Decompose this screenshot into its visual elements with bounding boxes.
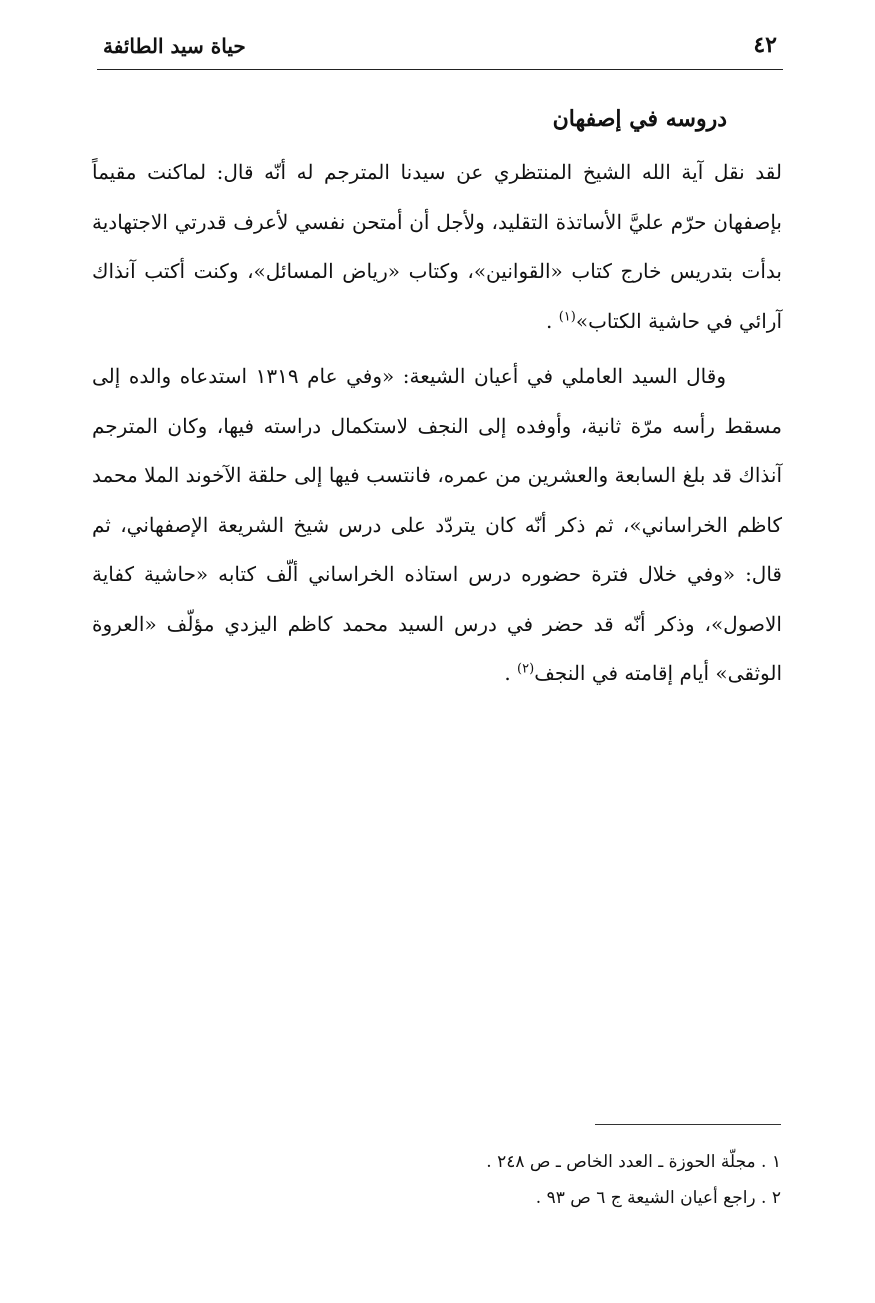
paragraph-1-text: لقد نقل آية الله الشيخ المنتظري عن سيدنا المترجم له أنّه قال: لماكنت مقيماً بإصفهان حرّم عليَّ الأساتذة التقليد، ولأجل أن أمتحن نفسي لأعرف قدرتي الاجتهادية بدأت بتدريس خارج كتاب «القوانين»، وكتاب «رياض المسائل»، وكنت أكتب آنذاك آرائي في حاشية الكتاب» xyxy=(92,160,782,333)
section-heading: دروسه في إصفهان xyxy=(552,106,727,132)
footnote-2: ٢ . راجع أعيان الشيعة ج ٦ ص ٩٣ . xyxy=(535,1188,781,1208)
body-text xyxy=(92,148,782,699)
paragraph-2 xyxy=(92,352,782,699)
footnote-ref-1: (١) xyxy=(558,308,576,324)
running-title: حياة سيد الطائفة xyxy=(103,34,246,58)
paragraph-2-text: وقال السيد العاملي في أعيان الشيعة: «وفي عام ١٣١٩ استدعاه والده إلى مسقط رأسه مرّة ثانية، وأوفده إلى النجف لاستكمال دراسته فيها، وكان المترجم آنذاك قد بلغ السابعة والعشرين من عمره، فانتسب فيها إلى حلقة الآخوند الملا محمد كاظم الخراساني»، ثم ذكر أنّه كان يتردّد على درس شيخ الشريعة الإصفهاني، ثم قال: «وفي خلال فترة حضوره درس استاذه الخراساني ألّف كتابه «حاشية كفاية الاصول»، وذكر أنّه قد حضر في درس السيد محمد كاظم اليزدي مؤلّف «العروة الوثقى» أيام إقامته في النجف xyxy=(92,364,782,685)
paragraph-1-end: . xyxy=(545,308,553,333)
running-header xyxy=(97,28,783,66)
footnote-ref-2: (٢) xyxy=(517,661,535,677)
paragraph-1 xyxy=(92,148,782,346)
paragraph-2-end: . xyxy=(504,661,511,685)
footnote-1: ١ . مجلّة الحوزة ـ العدد الخاص ـ ص ٢٤٨ . xyxy=(486,1152,781,1172)
header-divider xyxy=(97,69,783,70)
footnote-divider xyxy=(595,1124,781,1125)
footnotes xyxy=(381,1144,781,1216)
page-number: ٤٢ xyxy=(753,32,777,58)
